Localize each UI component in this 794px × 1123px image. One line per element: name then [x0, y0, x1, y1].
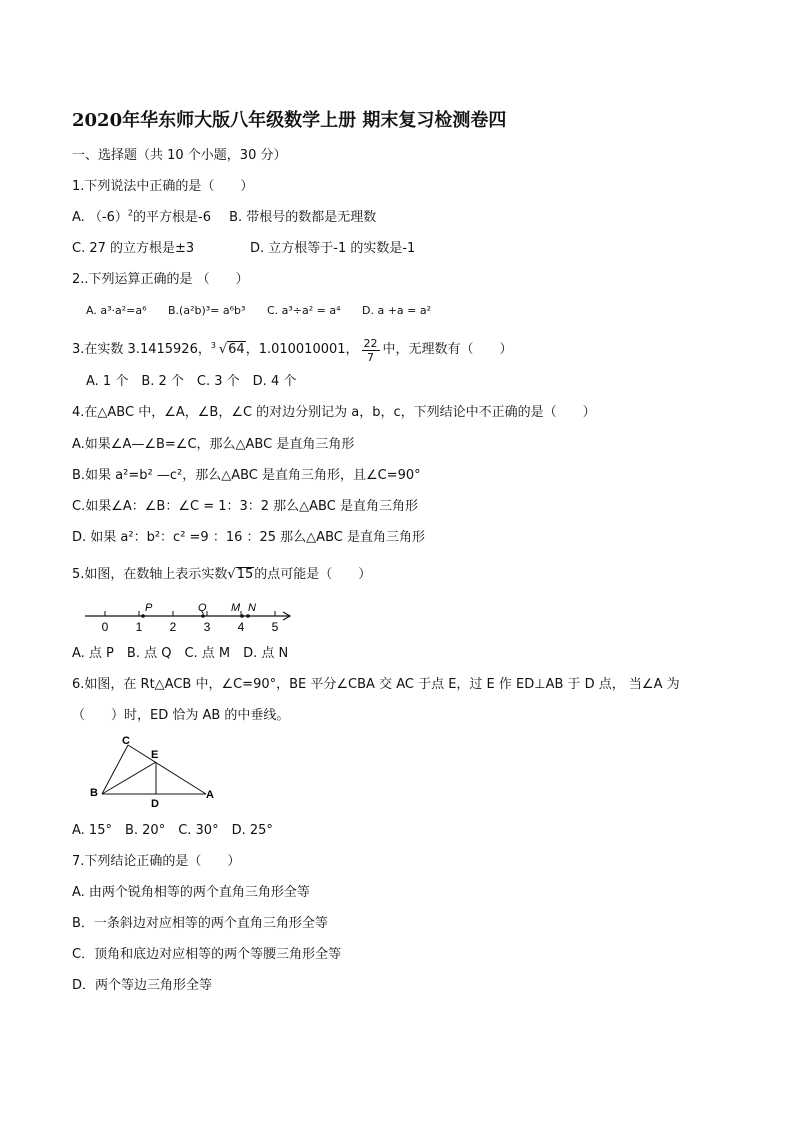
section-heading: 一、选择题（共 10 个小题，30 分） — [72, 148, 287, 163]
q2-option-c: C. a³÷a² = a⁴ — [266, 304, 341, 317]
q2-stem: 2..下列运算正确的是 （ ） — [72, 272, 249, 287]
q1-stem: 1.下列说法中正确的是（ ） — [72, 179, 254, 194]
q3-stem — [72, 333, 513, 367]
point-m-dot — [240, 614, 244, 618]
q7-option-c: C．顶角和底边对应相等的两个等腰三角形全等 — [72, 947, 342, 962]
q2-options — [86, 302, 431, 320]
q4-option-c: C.如果∠A：∠B：∠C = 1：3：2 那么△ABC 是直角三角形 — [72, 499, 418, 514]
q4-option-d: D. 如果 a²：b²：c² =9 ：16 ：25 那么△ABC 是直角三角形 — [72, 530, 425, 545]
q2-option-b: B.(a²b)³= a⁶b³ — [168, 304, 246, 317]
q5-stem-end: 的点可能是（ ） — [254, 567, 372, 582]
vertex-label-b: B — [90, 787, 98, 799]
point-label-p: P — [145, 602, 153, 614]
q1-option-b: B. 带根号的数都是无理数 — [229, 210, 377, 225]
q3-fraction-numerator: 22 — [363, 336, 378, 350]
q7-option-b: B．一条斜边对应相等的两个直角三角形全等 — [72, 916, 328, 931]
point-p-dot — [141, 614, 145, 618]
q5-stem-start: 5.如图，在数轴上表示实数 — [72, 567, 228, 582]
exam-title: 2020年华东师大版八年级数学上册 期末复习检测卷四 — [72, 110, 507, 131]
point-q-dot — [201, 614, 205, 618]
q6-stem-line2: （ ）时，ED 恰为 AB 的中垂线。 — [72, 708, 290, 723]
q1-option-c: C. 27 的立方根是±3 — [72, 241, 195, 256]
triangle-figure — [84, 732, 224, 812]
q4-option-b: B.如果 a²=b² —c²，那么△ABC 是直角三角形，且∠C=90° — [72, 468, 421, 483]
axis-tick-label-0: 0 — [101, 620, 109, 634]
q3-fraction — [362, 337, 380, 364]
axis-tick-label-3: 3 — [203, 620, 211, 634]
point-label-q: Q — [198, 602, 207, 614]
q1-option-d: D. 立方根等于-1 的实数是-1 — [250, 241, 416, 256]
q2-option-d: D. a +a = a² — [362, 304, 432, 317]
number-line-figure — [80, 598, 300, 634]
vertex-label-a: A — [206, 789, 214, 801]
axis-tick-label-2: 2 — [169, 620, 177, 634]
q2-option-a: A. a³·a²=a⁶ — [86, 304, 147, 317]
q3-stem-start: 3.在实数 3.1415926， — [72, 342, 211, 357]
vertex-label-d: D — [151, 798, 159, 810]
q1-option-a — [72, 210, 211, 225]
q4-option-a: A.如果∠A—∠B=∠C，那么△ABC 是直角三角形 — [72, 437, 355, 452]
q7-stem: 7.下列结论正确的是（ ） — [72, 854, 241, 869]
q6-stem-line1: 6.如图，在 Rt△ACB 中，∠C=90°，BE 平分∠CBA 交 AC 于点 E，过 E 作 ED⊥AB 于 D 点， 当∠A 为 — [72, 677, 680, 692]
axis-tick-label-4: 4 — [237, 620, 245, 634]
q5-stem: 5.如图，在数轴上表示实数√15的点可能是（ ） — [72, 567, 372, 582]
q1-option-a-exponent: 2 — [127, 208, 133, 218]
q1-option-a-text-end: 的平方根是-6 — [133, 210, 211, 225]
point-label-m: M — [231, 602, 241, 614]
q4-stem: 4.在△ABC 中，∠A，∠B，∠C 的对边分别记为 a，b，c，下列结论中不正确的是（ ） — [72, 405, 596, 420]
q1-option-a-text: A. （-6） — [72, 210, 128, 225]
q1-options-row2 — [72, 240, 415, 258]
vertex-label-e: E — [151, 749, 159, 761]
segment-ca — [128, 745, 206, 794]
point-label-n: N — [248, 602, 256, 614]
q3-cube-root-radicand: 64 — [228, 342, 245, 357]
q3-stem-middle: ，1.010010001， — [245, 342, 359, 357]
q7-option-d: D．两个等边三角形全等 — [72, 978, 213, 993]
axis-tick-label-5: 5 — [271, 620, 279, 634]
vertex-label-c: C — [122, 735, 130, 747]
q3-stem-end: 中，无理数有（ ） — [382, 342, 513, 357]
q3-cube-root: 3 √64 — [211, 333, 246, 367]
q3-cube-root-index: 3 — [210, 341, 216, 350]
point-n-dot — [246, 614, 250, 618]
q5-radicand: 15 — [236, 567, 254, 582]
q5-options: A. 点 P B. 点 Q C. 点 M D. 点 N — [72, 646, 289, 661]
q3-fraction-denominator: 7 — [367, 350, 375, 364]
q3-options: A. 1 个 B. 2 个 C. 3 个 D. 4 个 — [86, 374, 297, 389]
axis-tick-label-1: 1 — [135, 620, 143, 634]
q7-option-a: A. 由两个锐角相等的两个直角三角形全等 — [72, 885, 310, 900]
q6-options: A. 15° B. 20° C. 30° D. 25° — [72, 823, 273, 838]
q1-options-row1 — [72, 209, 376, 227]
